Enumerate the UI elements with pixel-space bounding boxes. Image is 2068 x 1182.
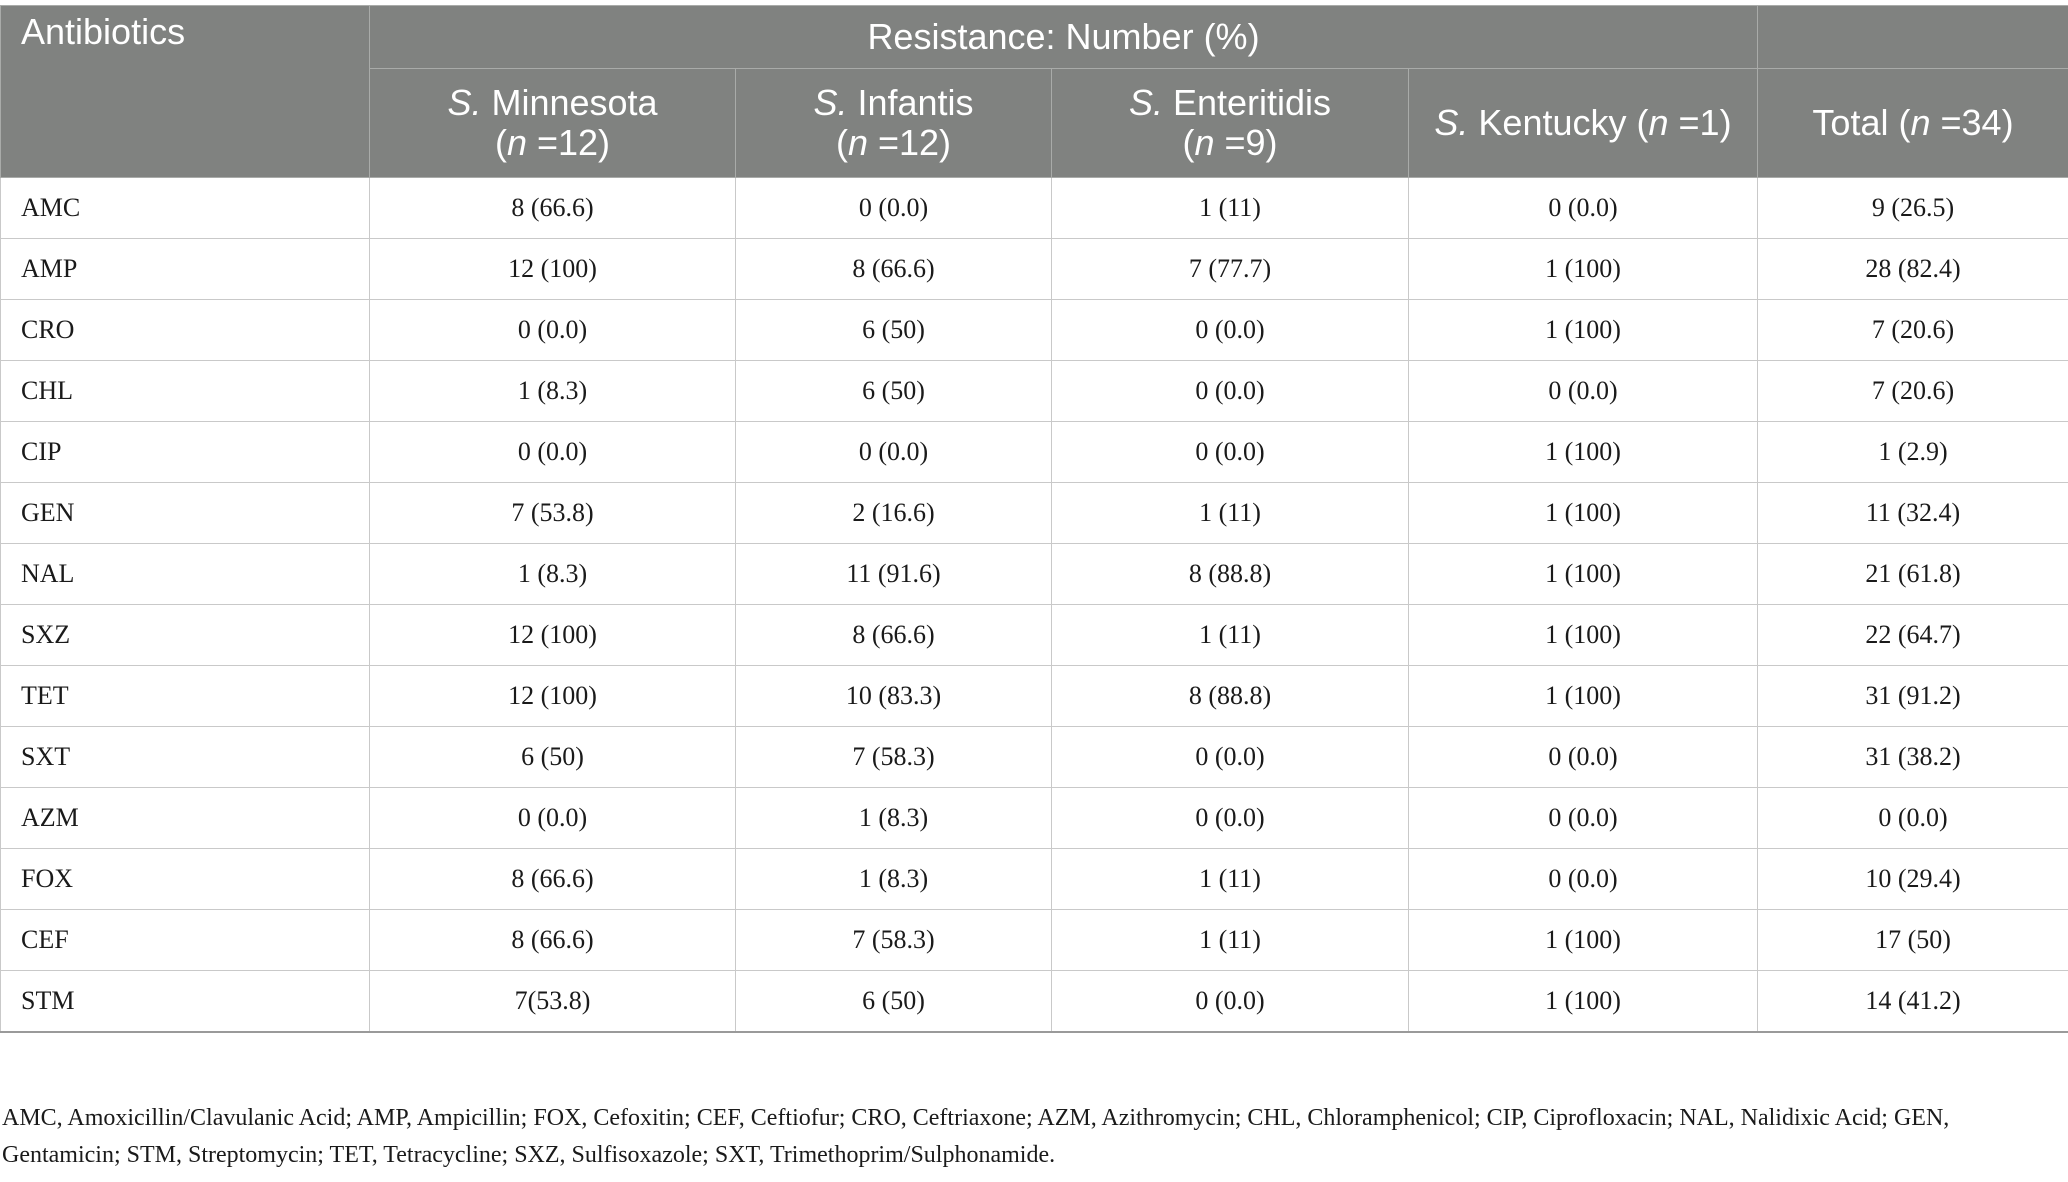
value-cell: 7 (53.8) — [370, 483, 736, 544]
value-cell: 0 (0.0) — [370, 788, 736, 849]
value-cell: 0 (0.0) — [1409, 849, 1758, 910]
table-row — [1, 483, 2068, 544]
antibiotic-cell: NAL — [1, 544, 370, 605]
value-cell: 8 (66.6) — [370, 849, 736, 910]
header-genus: S. — [447, 82, 482, 123]
value-cell: 1 (100) — [1409, 971, 1758, 1033]
value-cell: 8 (66.6) — [370, 178, 736, 239]
antibiotic-cell: AZM — [1, 788, 370, 849]
value-cell: 7 (58.3) — [736, 910, 1052, 971]
header-n-prefix: ( — [1182, 122, 1195, 163]
value-cell: 6 (50) — [736, 971, 1052, 1033]
antibiotic-cell: SXZ — [1, 605, 370, 666]
value-cell: 0 (0.0) — [736, 422, 1052, 483]
antibiotic-cell: AMC — [1, 178, 370, 239]
value-cell: 11 (91.6) — [736, 544, 1052, 605]
header-serovar-name: Infantis — [847, 82, 974, 123]
table-footnote: AMC, Amoxicillin/Clavulanic Acid; AMP, Ampicillin; FOX, Cefoxitin; CEF, Ceftiofur; CRO, Ceftriaxone; AZM, Azithromycin; CHL, Chloramphenicol; CIP, Ciprofloxacin; NAL, Nalidixic Acid; GEN, Gentamicin; STM, Streptomycin; TET, Tetracycline; SXZ, Sulfisoxazole; SXT, Trimethoprim/Sulphonamide. — [2, 1105, 1950, 1168]
table-row — [1, 300, 2068, 361]
value-cell: 12 (100) — [370, 605, 736, 666]
value-cell: 31 (38.2) — [1758, 727, 2068, 788]
header-n-var: n — [1910, 102, 1931, 143]
header-n-var: n — [1648, 102, 1669, 143]
header-serovar-name: Enteritidis — [1162, 82, 1332, 123]
value-cell: 7 (20.6) — [1758, 300, 2068, 361]
value-cell: 1 (100) — [1409, 605, 1758, 666]
value-cell: 8 (66.6) — [370, 910, 736, 971]
value-cell: 0 (0.0) — [1409, 788, 1758, 849]
value-cell: 11 (32.4) — [1758, 483, 2068, 544]
resistance-table — [0, 5, 2068, 1033]
header-minnesota — [370, 69, 736, 178]
table-row — [1, 178, 2068, 239]
value-cell: 1 (100) — [1409, 422, 1758, 483]
antibiotic-cell: CIP — [1, 422, 370, 483]
value-cell: 1 (11) — [1052, 605, 1409, 666]
header-n-suffix: =9) — [1214, 122, 1278, 163]
table-row — [1, 361, 2068, 422]
value-cell: 8 (88.8) — [1052, 666, 1409, 727]
antibiotic-cell: SXT — [1, 727, 370, 788]
value-cell: 0 (0.0) — [1052, 361, 1409, 422]
value-cell: 0 (0.0) — [370, 300, 736, 361]
value-cell: 8 (88.8) — [1052, 544, 1409, 605]
value-cell: 1 (2.9) — [1758, 422, 2068, 483]
value-cell: 7 (58.3) — [736, 727, 1052, 788]
header-resistance-group: Resistance: Number (%) — [370, 6, 1758, 69]
table-row — [1, 666, 2068, 727]
value-cell: 0 (0.0) — [1758, 788, 2068, 849]
header-total — [1758, 69, 2068, 178]
value-cell: 1 (100) — [1409, 544, 1758, 605]
header-genus: S. — [1434, 102, 1469, 143]
value-cell: 22 (64.7) — [1758, 605, 2068, 666]
value-cell: 17 (50) — [1758, 910, 2068, 971]
value-cell: 0 (0.0) — [1409, 178, 1758, 239]
table-row — [1, 239, 2068, 300]
value-cell: 6 (50) — [736, 300, 1052, 361]
table-row — [1, 910, 2068, 971]
header-n-prefix: ( — [494, 122, 507, 163]
value-cell: 1 (8.3) — [370, 361, 736, 422]
table-row — [1, 971, 2068, 1033]
value-cell: 1 (100) — [1409, 239, 1758, 300]
header-genus: S. — [1128, 82, 1163, 123]
value-cell: 0 (0.0) — [1052, 300, 1409, 361]
table-row — [1, 727, 2068, 788]
header-serovar-name: Minnesota — [481, 82, 658, 123]
table-row — [1, 788, 2068, 849]
value-cell: 8 (66.6) — [736, 605, 1052, 666]
header-n-suffix: =1) — [1668, 102, 1732, 143]
header-genus: S. — [813, 82, 848, 123]
header-n-prefix: ( — [835, 122, 848, 163]
antibiotic-cell: CHL — [1, 361, 370, 422]
table-row — [1, 849, 2068, 910]
value-cell: 0 (0.0) — [1052, 422, 1409, 483]
value-cell: 0 (0.0) — [736, 178, 1052, 239]
value-cell: 1 (8.3) — [370, 544, 736, 605]
value-cell: 6 (50) — [370, 727, 736, 788]
value-cell: 7(53.8) — [370, 971, 736, 1033]
table-body — [1, 178, 2068, 1033]
table-row — [1, 544, 2068, 605]
antibiotic-cell: TET — [1, 666, 370, 727]
value-cell: 0 (0.0) — [1052, 788, 1409, 849]
header-kentucky — [1409, 69, 1758, 178]
value-cell: 1 (100) — [1409, 483, 1758, 544]
value-cell: 0 (0.0) — [1409, 361, 1758, 422]
value-cell: 12 (100) — [370, 239, 736, 300]
value-cell: 31 (91.2) — [1758, 666, 2068, 727]
value-cell: 1 (11) — [1052, 483, 1409, 544]
value-cell: 0 (0.0) — [1052, 727, 1409, 788]
value-cell: 14 (41.2) — [1758, 971, 2068, 1033]
value-cell: 0 (0.0) — [370, 422, 736, 483]
value-cell: 1 (8.3) — [736, 849, 1052, 910]
antibiotic-cell: GEN — [1, 483, 370, 544]
antibiotic-cell: STM — [1, 971, 370, 1033]
table-row — [1, 605, 2068, 666]
header-serovar-name: Kentucky ( — [1468, 102, 1649, 143]
header-n-suffix: =34) — [1930, 102, 2014, 143]
value-cell: 0 (0.0) — [1052, 971, 1409, 1033]
value-cell: 9 (26.5) — [1758, 178, 2068, 239]
value-cell: 28 (82.4) — [1758, 239, 2068, 300]
antibiotic-cell: CRO — [1, 300, 370, 361]
table-header — [1, 6, 2068, 178]
antibiotic-cell: CEF — [1, 910, 370, 971]
value-cell: 1 (11) — [1052, 849, 1409, 910]
header-total-name: Total ( — [1812, 102, 1911, 143]
value-cell: 2 (16.6) — [736, 483, 1052, 544]
antibiotic-cell: FOX — [1, 849, 370, 910]
value-cell: 1 (8.3) — [736, 788, 1052, 849]
value-cell: 7 (77.7) — [1052, 239, 1409, 300]
header-infantis — [736, 69, 1052, 178]
value-cell: 10 (29.4) — [1758, 849, 2068, 910]
value-cell: 1 (100) — [1409, 300, 1758, 361]
value-cell: 6 (50) — [736, 361, 1052, 422]
value-cell: 10 (83.3) — [736, 666, 1052, 727]
header-n-var: n — [847, 122, 868, 163]
table-row — [1, 422, 2068, 483]
value-cell: 1 (11) — [1052, 910, 1409, 971]
header-n-suffix: =12) — [867, 122, 952, 163]
header-row-group — [1, 6, 2068, 69]
value-cell: 0 (0.0) — [1409, 727, 1758, 788]
value-cell: 12 (100) — [370, 666, 736, 727]
header-n-var: n — [506, 122, 527, 163]
header-n-var: n — [1194, 122, 1215, 163]
header-n-suffix: =12) — [526, 122, 611, 163]
value-cell: 21 (61.8) — [1758, 544, 2068, 605]
value-cell: 8 (66.6) — [736, 239, 1052, 300]
value-cell: 1 (11) — [1052, 178, 1409, 239]
header-group-spacer — [1758, 6, 2068, 69]
value-cell: 1 (100) — [1409, 910, 1758, 971]
header-enteritidis — [1052, 69, 1409, 178]
header-antibiotics: Antibiotics — [1, 6, 370, 178]
antibiotic-cell: AMP — [1, 239, 370, 300]
value-cell: 7 (20.6) — [1758, 361, 2068, 422]
value-cell: 1 (100) — [1409, 666, 1758, 727]
